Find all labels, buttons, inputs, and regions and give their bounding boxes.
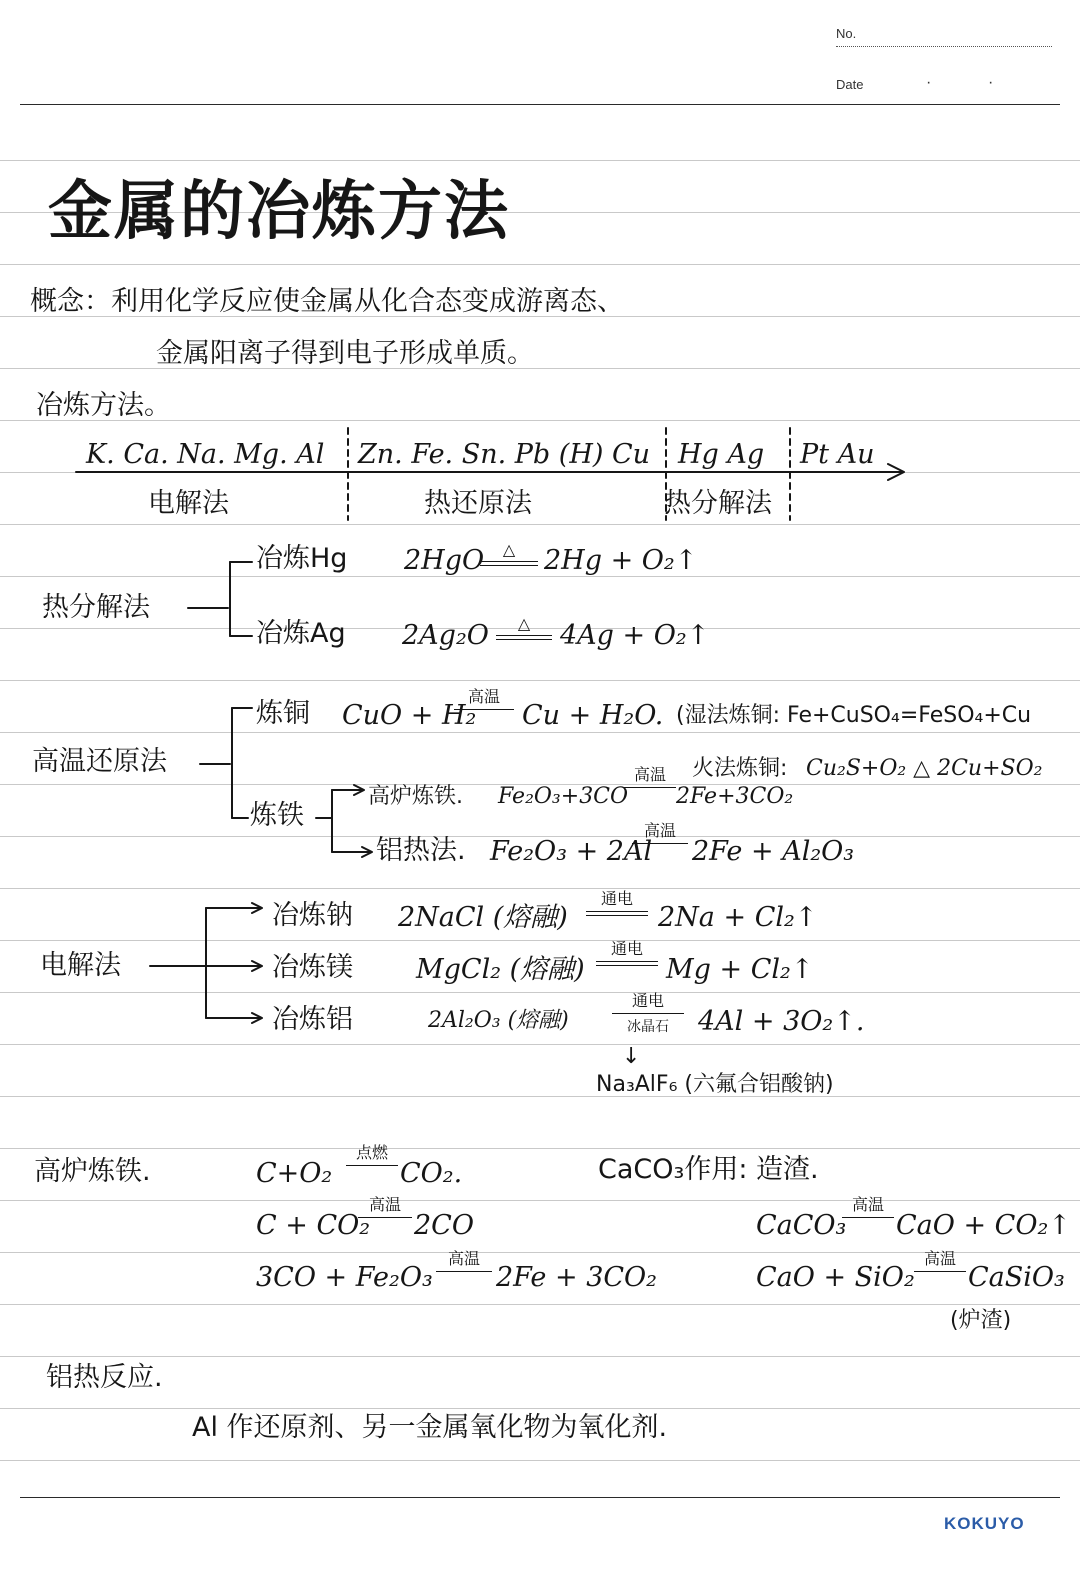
ag-eq-condition: △ (496, 614, 552, 640)
thermite-eq-condition: 高温 (632, 818, 688, 844)
method-thermal-decomposition-label: 热分解法 (664, 488, 772, 519)
bf-eq1-condition: 点燃 (346, 1140, 398, 1166)
blast-eq-condition: 高温 (624, 762, 676, 788)
cryolite-arrow: ↓ (622, 1044, 641, 1069)
sodium-eq-condition: 通电 (586, 886, 648, 916)
blast-eq-left: Fe₂O₃+3CO (498, 784, 629, 809)
bf-eq2-right: 2CO (414, 1210, 474, 1241)
bf-eq3-condition: 高温 (436, 1246, 492, 1272)
bf-eq5-right: CaSiO₃ (968, 1262, 1065, 1293)
magnesium-eq-left: MgCl₂ (熔融) (416, 954, 585, 985)
bf-eq4-right: CaO + CO₂↑ (896, 1210, 1071, 1241)
magnesium-eq-condition: 通电 (596, 936, 658, 966)
bf-eq5-condition: 高温 (914, 1246, 966, 1272)
copper-eq-right: Cu + H₂O. (522, 700, 664, 731)
bf-eq3-left: 3CO + Fe₂O₃ (256, 1262, 433, 1293)
caco3-role-title: CaCO₃作用: 造渣. (598, 1154, 819, 1185)
concept-line-2: 金属阳离子得到电子形成单质。 (156, 338, 534, 369)
thermite-sub-label: 铝热法. (376, 835, 466, 866)
no-label: No. (836, 26, 857, 41)
metal-group-1: K. Ca. Na. Mg. Al (86, 439, 325, 470)
ag-eq-right: 4Ag + O₂↑ (560, 620, 710, 651)
aluminum-eq-right: 4Al + 3O₂↑. (698, 1006, 865, 1037)
metal-group-4: Pt Au (800, 439, 875, 470)
hg-eq-left: 2HgO (404, 545, 485, 576)
fire-copper-eq: Cu₂S+O₂ △ 2Cu+SO₂ (806, 756, 1043, 781)
smelt-magnesium-label: 冶炼镁 (272, 952, 353, 983)
cryolite-note: Na₃AlF₆ (六氟合铝酸钠) (596, 1072, 834, 1097)
electrolysis-label: 电解法 (40, 950, 121, 981)
blast-eq-right: 2Fe+3CO₂ (676, 784, 794, 809)
smelt-hg-label: 冶炼Hg (256, 543, 348, 574)
aluminum-eq-condition: 通电 冰晶石 (612, 988, 684, 1036)
smelt-iron-label: 炼铁 (250, 800, 304, 831)
magnesium-eq-right: Mg + Cl₂↑ (666, 954, 814, 985)
bf-eq4-left: CaCO₃ (756, 1210, 847, 1241)
smelt-ag-label: 冶炼Ag (256, 618, 346, 649)
sodium-eq-right: 2Na + Cl₂↑ (658, 902, 818, 933)
blast-furnace-sub-label: 高炉炼铁. (368, 784, 463, 809)
bf-eq1-left: C+O₂ (256, 1158, 333, 1189)
bf-eq5-left: CaO + SiO₂ (756, 1262, 915, 1293)
bf-eq1-right: CO₂. (400, 1158, 463, 1189)
methods-heading: 冶炼方法。 (36, 390, 171, 421)
aluminothermic-label: 铝热反应. (46, 1362, 163, 1393)
hg-eq-condition: △ (480, 540, 538, 566)
metal-group-3: Hg Ag (678, 439, 765, 470)
hg-eq-right: 2Hg + O₂↑ (544, 545, 698, 576)
sodium-eq-left: 2NaCl (熔融) (398, 902, 568, 933)
bf-eq2-condition: 高温 (358, 1192, 412, 1218)
brand-logo: KOKUYO (944, 1514, 1025, 1533)
aluminothermic-desc: Al 作还原剂、另一金属氧化物为氧化剂. (192, 1412, 668, 1443)
thermite-eq-right: 2Fe + Al₂O₃ (692, 836, 855, 867)
ag-eq-left: 2Ag₂O (402, 620, 489, 651)
fire-copper-label: 火法炼铜: (692, 756, 788, 781)
blast-furnace-label: 高炉炼铁. (34, 1156, 151, 1187)
smelt-copper-label: 炼铜 (256, 698, 310, 729)
thermal-decomposition-label: 热分解法 (42, 592, 150, 623)
aluminum-eq-left: 2Al₂O₃ (熔融) (428, 1008, 569, 1033)
slag-note: (炉渣) (950, 1308, 1012, 1333)
date-label: Date (836, 77, 864, 92)
method-thermal-reduction-label: 热还原法 (424, 488, 532, 519)
bf-eq2-left: C + CO₂ (256, 1210, 371, 1241)
thermite-eq-left: Fe₂O₃ + 2Al (490, 836, 653, 867)
wet-copper-note: (湿法炼铜: Fe+CuSO₄=FeSO₄+Cu (676, 703, 1032, 728)
concept-line-1: 概念：利用化学反应使金属从化合态变成游离态、 (30, 286, 624, 317)
copper-eq-left: CuO + H₂ (342, 700, 477, 731)
page-title: 金属的冶炼方法 (48, 175, 510, 249)
copper-eq-condition: 高温 (454, 684, 514, 710)
smelt-aluminum-label: 冶炼铝 (272, 1004, 353, 1035)
date-dot-1: · (926, 74, 932, 91)
metal-group-2: Zn. Fe. Sn. Pb (H) Cu (358, 439, 651, 470)
smelt-sodium-label: 冶炼钠 (272, 900, 353, 931)
date-dot-2: · (988, 74, 994, 91)
method-electrolysis-label: 电解法 (148, 488, 229, 519)
bf-eq3-right: 2Fe + 3CO₂ (496, 1262, 657, 1293)
high-temp-reduction-label: 高温还原法 (32, 746, 167, 777)
bf-eq4-condition: 高温 (842, 1192, 894, 1218)
